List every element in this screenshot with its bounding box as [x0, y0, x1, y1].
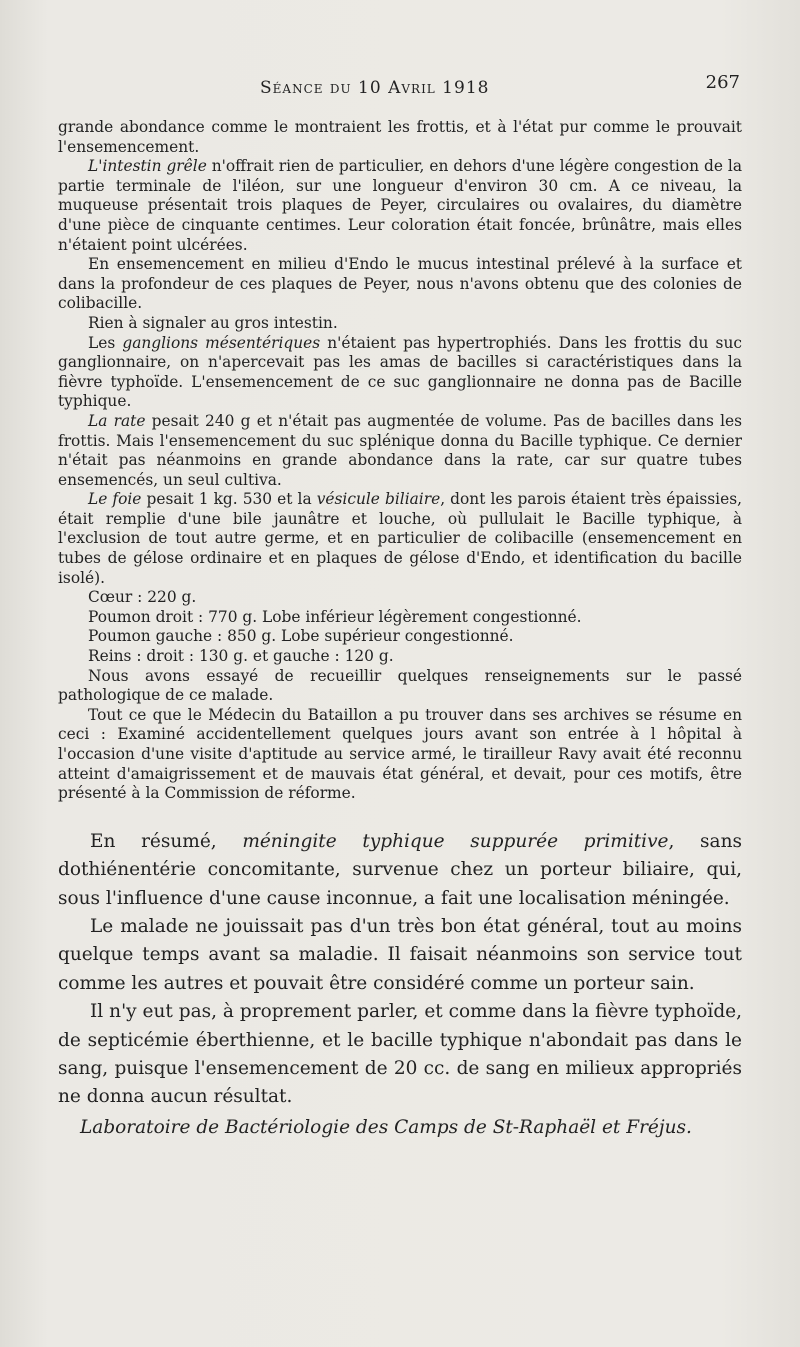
paragraph-text: n'offrait rien de particulier, en dehors d'une légère congestion de la partie terminale de l'iléon, sur une longueur d'environ 30 cm. A ce niveau, la muqueuse présentait trois plaques de Peyer, circulaires ou ovalaires, du diamètre d'une pièce de cinquante centimes. Leur coloration était foncée, brûnâtre, mais elles n'étaient point ulcérées. [58, 157, 742, 254]
small-paragraph [58, 334, 742, 412]
paragraph-emphasis: vésicule biliaire [316, 490, 441, 509]
paragraph-text: grande abondance comme le montraient les frottis, et à l'état pur comme le prouvait l'ensemencement. [58, 118, 742, 156]
paragraph-text: Nous avons essayé de recueillir quelques renseignements sur le passé pathologique de ce malade. [58, 666, 742, 705]
paragraph-text: , dont les parois étaient très épaissies, était remplie d'une bile jaunâtre et louche, où pullulait le Bacille typhique, à l'exclusion de tout autre germe, et en particulier de colibacille (ensemencement en tubes de gélose ordinaire et en plaques de gélose d'Endo, et identification du bacille isolé). [58, 490, 742, 587]
small-paragraph [58, 608, 742, 628]
paragraph-text: En résumé, [90, 830, 243, 852]
paragraph-emphasis: La rate [88, 411, 146, 430]
small-text-section [58, 118, 742, 804]
paragraph-text: En ensemencement en milieu d'Endo le mucus intestinal prélevé à la surface et dans la profondeur de ces plaques de Peyer, nous n'avons obtenu que des colonies de colibacille. [58, 255, 742, 313]
paragraph-text: pesait 1 kg. 530 et la [141, 490, 317, 509]
paragraph-text: Le malade ne jouissait pas d'un très bon état général, tout au moins quelque temps avant sa maladie. Il faisait néanmoins son service tout comme les autres et pouvait être considéré comme un porteur sain. [58, 916, 742, 994]
paragraph-text: Cœur : 220 g. [88, 588, 197, 607]
large-text-section [58, 828, 742, 1142]
small-paragraph [58, 157, 742, 255]
small-paragraph [58, 412, 742, 490]
small-paragraph [58, 588, 742, 608]
small-paragraph [58, 647, 742, 667]
small-paragraph [58, 255, 742, 314]
page-body [58, 118, 742, 1142]
small-paragraph [58, 667, 742, 706]
paragraph-text: Les [88, 333, 123, 352]
paragraph-emphasis: L'intestin grêle [88, 157, 207, 176]
paragraph-text: Tout ce que le Médecin du Bataillon a pu trouver dans ses archives se résume en ceci : Examiné accidentellement quelques jours avant son entrée à l hôpital à l'occasion d'une visite d'aptitude au service armé, le tirailleur Ravy avait été reconnu atteint d'amaigrissement et de mauvais état général, et devait, pour ces motifs, être présenté à la Commission de réforme. [58, 705, 742, 803]
paragraph-text: Reins : droit : 130 g. et gauche : 120 g. [88, 647, 394, 666]
signature: Laboratoire de Bactériologie des Camps de St-Raphaël et Fréjus. [80, 1116, 692, 1138]
running-head: Séance du 10 Avril 1918 [260, 78, 490, 98]
paragraph-text: n'étaient pas hypertrophiés. Dans les frottis du suc ganglionnaire, on n'apercevait pas les amas de bacilles si caractéristiques dans la fièvre typhoïde. L'ensemencement de ce suc ganglionnaire ne donna pas de Bacille typhique. [58, 333, 742, 411]
paragraph-text: Poumon droit : 770 g. Lobe inférieur légèrement congestionné. [88, 607, 582, 626]
page-header [60, 72, 740, 102]
large-paragraph [58, 998, 742, 1112]
small-paragraph [58, 490, 742, 588]
large-paragraph [58, 828, 742, 913]
paragraph-text: , sans dothiénentérie concomitante, survenue chez un porteur biliaire, qui, sous l'influence d'une cause inconnue, a fait une localisation méningée. [58, 830, 742, 909]
small-paragraph [58, 706, 742, 804]
paragraph-emphasis: méningite typhique suppurée primitive [242, 830, 669, 852]
paragraph-emphasis: Le foie [88, 490, 142, 509]
paragraph-emphasis: ganglions mésentériques [122, 333, 321, 352]
paragraph-text: Rien à signaler au gros intestin. [88, 313, 338, 332]
large-paragraph [58, 913, 742, 998]
small-paragraph [58, 314, 742, 334]
paragraph-text: Il n'y eut pas, à proprement parler, et comme dans la fièvre typhoïde, de septicémie éberthienne, et le bacille typhique n'abondait pas dans le sang, puisque l'ensemencement de 20 cc. de sang en milieux appropriés ne donna aucun résultat. [58, 1001, 742, 1108]
small-paragraph [58, 118, 742, 157]
paragraph-text: pesait 240 g et n'était pas augmentée de volume. Pas de bacilles dans les frottis. Mais l'ensemencement du suc splénique donna du Bacille typhique. Ce dernier n'était pas néanmoins en grande abondance dans la rate, car sur quatre tubes ensemencés, un seul cultiva. [58, 411, 742, 489]
paragraph-text: Poumon gauche : 850 g. Lobe supérieur congestionné. [88, 627, 514, 646]
small-paragraph [58, 627, 742, 647]
page-number: 267 [705, 72, 740, 93]
